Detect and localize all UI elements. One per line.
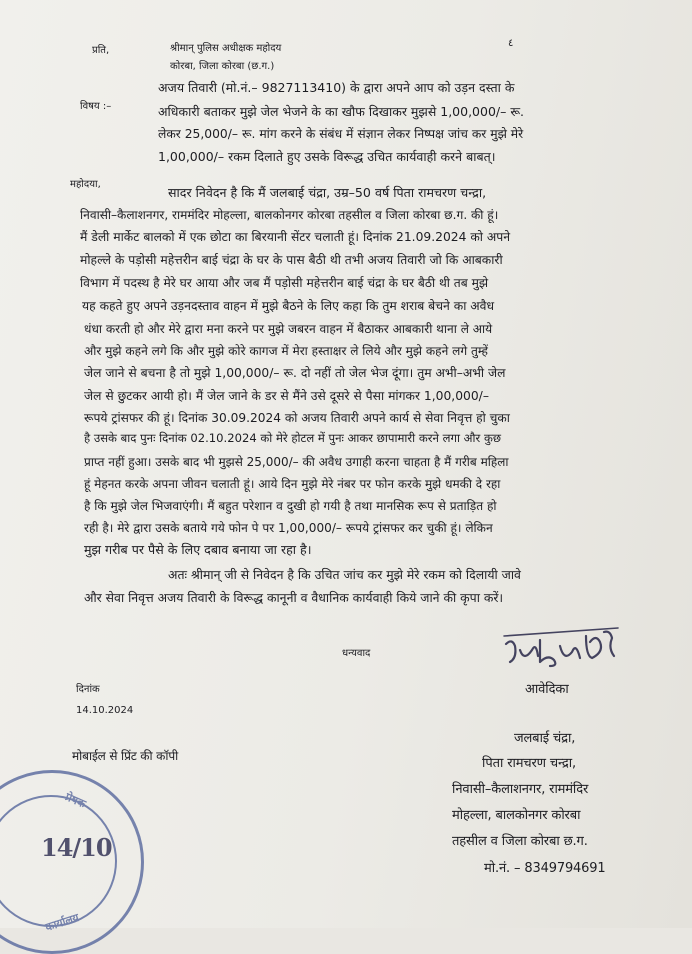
stamp-date: 14/10 (41, 833, 112, 862)
applicant-label: आवेदिका (525, 682, 569, 697)
address-line: तहसील व जिला कोरबा छ.ग. (452, 834, 588, 849)
body-line: मुझ गरीब पर पैसे के लिए दबाव बनाया जा रहा है। (84, 542, 312, 557)
address-line: निवासी–कैलाशनगर, राममंदिर (452, 782, 589, 797)
prati-label: प्रति, (92, 45, 110, 56)
thanks-text: धन्यवाद (342, 648, 371, 659)
body-line: है कि मुझे जेल भिजवाएंगी। मैं बहुत परेशान व दुखी हो गयी है तथा मानसिक रूप से प्रताड़ित हो (84, 499, 497, 513)
body-line: प्राप्त नहीं हुआ। उसके बाद भी मुझसे 25,000/– की अवैध उगाही करना चाहता है मैं गरीब महिला (84, 455, 509, 469)
address-line: मोहल्ला, बालकोनगर कोरबा (452, 808, 581, 823)
subject-line: अजय तिवारी (मो.नं.– 9827113410) के द्वारा अपने आप को उड़न दस्ता के (158, 80, 515, 95)
body-line: हूं मेहनत करके अपना जीवन चलाती हूं। आये दिन मुझे मेरे नंबर पर फोन करके मुझे धमकी दे रहा (84, 477, 501, 491)
address-line: जलबाई चंद्रा, (514, 731, 576, 746)
subject-line: 1,00,000/– रकम दिलाते हुए उसके विरूद्ध उचित कार्यवाही करने बाबत्। (158, 149, 496, 164)
body-line: है उसके बाद पुनः दिनांक 02.10.2024 को मेरे होटल में पुनः आकर छापामारी करने लगा और कुछ (84, 431, 501, 445)
body-line: रही है। मेरे द्वारा उसके बताये गये फोन पे पर 1,00,000/– रूपये ट्रांसफर कर चुकी हूं। लेकिन (84, 521, 493, 535)
body-line: विभाग में पदस्थ है मेरे घर आया और जब मैं पड़ोसी महेत्तरीन बाई चंद्रा के घर बैठी थी तब मुझे (80, 276, 489, 290)
address-line: पिता रामचरण चन्द्रा, (482, 756, 576, 771)
body-line: जेल जाने से बचना है तो मुझे 1,00,000/– रू. दो नहीं तो जेल भेज दूंगा। तुम अभी–अभी जेल (84, 366, 506, 380)
body-line: निवासी–कैलाशनगर, राममंदिर मोहल्ला, बालकोनगर कोरबा तहसील व जिला कोरबा छ.ग. की हूं। (80, 208, 499, 222)
phone-line: मो.नं. – 8349794691 (484, 861, 606, 876)
body-line: मोहल्ले के पड़ोसी महेत्तरीन बाई चंद्रा के घर के पास बैठी थी तभी अजय तिवारी जो कि आबकारी (80, 253, 503, 267)
subject-line: अधिकारी बताकर मुझे जेल भेजने के का खौफ दिखाकर मुझसे 1,00,000/– रू. (158, 104, 525, 119)
date-value: 14.10.2024 (76, 705, 134, 716)
body-line: धंधा करती हो और मेरे द्वारा मना करने पर मुझे जबरन वाहन में बैठाकर आबकारी थाना ले आये (84, 322, 493, 336)
subject-line: लेकर 25,000/– रू. मांग करने के संबंध में संज्ञान लेकर निष्पक्ष जांच कर मुझे मेरे (158, 127, 524, 141)
print-note: मोबाईल से प्रिंट की कॉपी (72, 749, 179, 763)
salutation: महोदया, (70, 179, 101, 190)
body-line: यह कहते हुए अपने उड़नदस्ताव वाहन में मुझे बैठने के लिए कहा कि तुम शराब बेचने का अवैध (82, 299, 495, 313)
addressee-line1: श्रीमान् पुलिस अधीक्षक महोदय (170, 43, 282, 54)
stamp-bottom-text: कार्यालय (43, 911, 81, 934)
stamp-top-text: प्रेषक (63, 790, 88, 811)
handwritten-signature (500, 622, 626, 676)
body-line: और मुझे कहने लगे कि और मुझे कोरे कागज में मेरा हस्ताक्षर ले लिये और मुझे कहने लगे तुम्हें (84, 344, 488, 358)
body-line: सादर निवेदन है कि मैं जलबाई चंद्रा, उम्र–50 वर्ष पिता रामचरण चन्द्रा, (168, 185, 487, 200)
body-line: रूपये ट्रांसफर की हूं। दिनांक 30.09.2024 को अजय तिवारी अपने कार्य से सेवा निवृत्त हो चुका (84, 411, 510, 425)
body-line: मैं डेली मार्केट बालको में एक छोटा का बिरयानी सेंटर चलाती हूं। दिनांक 21.09.2024 को अपने (80, 230, 511, 244)
body-line: अतः श्रीमान् जी से निवेदन है कि उचित जांच कर मुझे मेरे रकम को दिलायी जावे (168, 567, 521, 582)
corner-mark: ٤ (508, 38, 514, 49)
office-stamp (0, 770, 144, 954)
subject-label: विषय :– (80, 101, 112, 112)
body-line: जेल से छुटकर आयी हो। मैं जेल जाने के डर से मैंने उसे दूसरे से पैसा मांगकर 1,00,000/– (84, 389, 489, 403)
addressee-line2: कोरबा, जिला कोरबा (छ.ग.) (170, 61, 275, 72)
body-line: और सेवा निवृत्त अजय तिवारी के विरूद्ध कानूनी व वैधानिक कार्यवाही किये जाने की कृपा करें। (84, 590, 504, 605)
date-label: दिनांक (76, 684, 100, 695)
